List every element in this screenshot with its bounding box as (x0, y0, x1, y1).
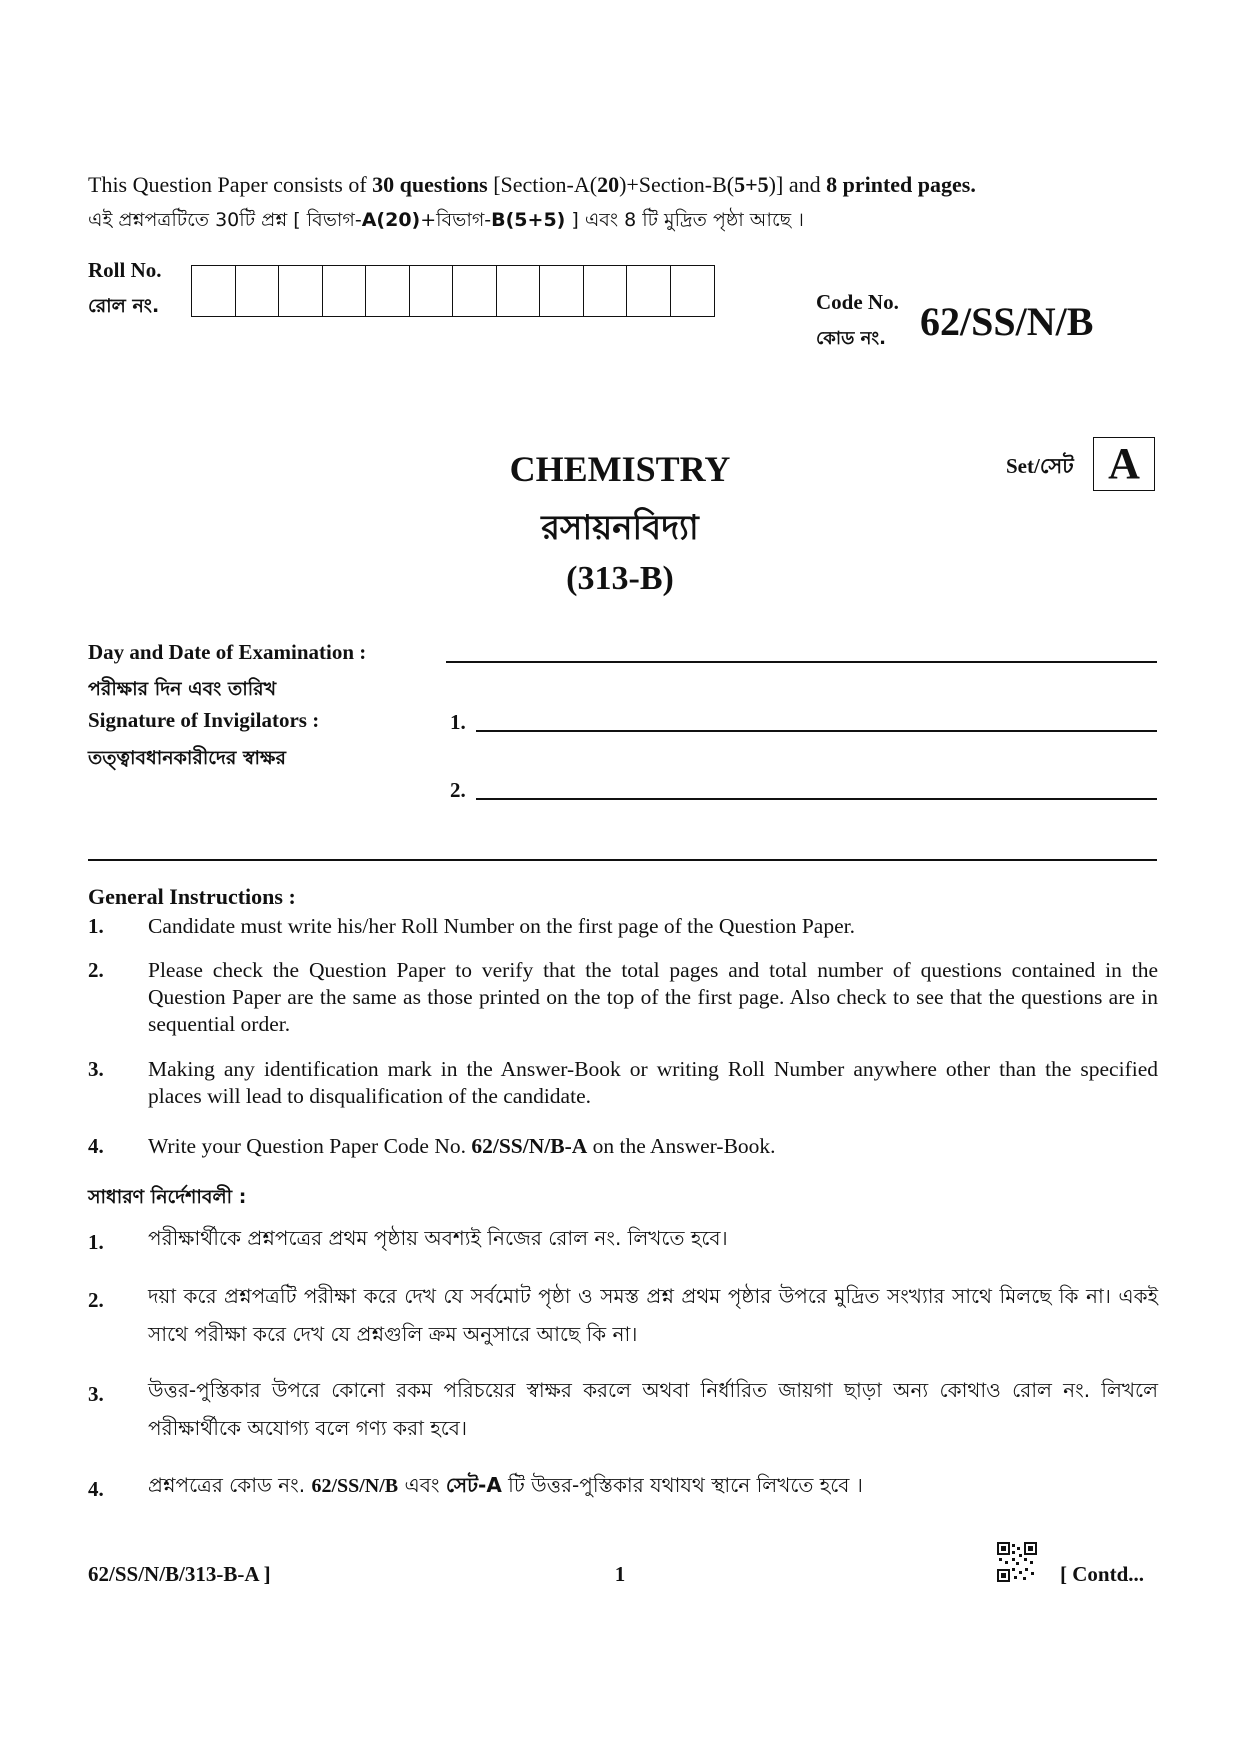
set-value-box: A (1093, 437, 1155, 491)
header-bold: 20 (597, 172, 620, 197)
instruction-number: 3. (88, 1382, 104, 1406)
instruction-number: 4. (88, 1477, 104, 1501)
header-text: [Section-A( (487, 172, 598, 197)
header-bold: A(20) (361, 209, 421, 231)
signature-2-number: 2. (450, 778, 466, 802)
continued-label: [ Contd... (1060, 1562, 1145, 1586)
header-bold: 8 printed pages. (826, 172, 976, 197)
roll-cell[interactable] (627, 266, 671, 316)
instruction-number: 3. (88, 1057, 104, 1081)
roll-cell[interactable] (192, 266, 236, 316)
roll-cell[interactable] (410, 266, 454, 316)
header-text: +বিভাগ- (420, 209, 492, 231)
header-text: ] এবং 8 টি মুদ্রিত পৃষ্ঠা আছে । (565, 209, 804, 231)
subject-title-bn: রসায়নবিদ্যা (541, 508, 699, 548)
exam-date-label-bn: পরীক্ষার দিন এবং তারিখ (88, 678, 277, 700)
exam-date-label-en: Day and Date of Examination : (88, 640, 367, 664)
header-text: এই প্রশ্নপত্রটিতে 30টি প্রশ্ন [ বিভাগ- (88, 209, 362, 231)
header-bold: 5+5 (734, 172, 769, 197)
header-bold: B(5+5) (491, 209, 566, 231)
roll-cell[interactable] (323, 266, 367, 316)
set-label: Set/সেট (1006, 454, 1074, 478)
set-code-bold: সেট-A (445, 1473, 502, 1497)
instruction-text-bn (148, 1466, 1158, 1505)
general-instructions-heading: General Instructions : (88, 884, 296, 909)
section-divider (88, 859, 1157, 861)
instruction-number: 4. (88, 1134, 104, 1158)
footer-paper-code: 62/SS/N/B/313-B-A ] (88, 1562, 271, 1586)
subject-title-en: CHEMISTRY (509, 449, 731, 489)
instruction-text-part: এবং (398, 1473, 446, 1497)
instruction-text: Candidate must write his/her Roll Number on the first page of the Question Paper. (148, 914, 855, 938)
header-line-bn (88, 206, 804, 238)
roll-cell[interactable] (584, 266, 628, 316)
instruction-text-bn: উত্তর-পুস্তিকার উপরে কোনো রকম পরিচয়ের স্বাক্ষর করলে অথবা নির্ধারিত জায়গা ছাড়া অন্য কোথাও রোল নং. লিখলে পরীক্ষার্থীকে অযোগ্য বলে গণ্য করা হবে। (148, 1378, 1158, 1440)
signature-2-field[interactable] (476, 798, 1157, 800)
qr-code-icon (997, 1542, 1037, 1582)
invigilator-label-en: Signature of Invigilators : (88, 708, 320, 732)
roll-cell[interactable] (366, 266, 410, 316)
instruction-number: 2. (88, 958, 104, 982)
header-bold: 30 questions (372, 172, 488, 197)
instruction-number: 1. (88, 1230, 104, 1254)
header-text: This Question Paper consists of (88, 172, 373, 197)
signature-1-number: 1. (450, 710, 466, 734)
paper-code-bold: 62/SS/N/B (311, 1475, 399, 1497)
code-value: 62/SS/N/B (920, 299, 1094, 344)
instruction-text (148, 1133, 1158, 1160)
roll-cell[interactable] (497, 266, 541, 316)
header-text: )+Section-B( (619, 172, 735, 197)
paper-code-bold: 62/SS/N/B-A (471, 1134, 588, 1158)
subject-code: (313-B) (566, 560, 674, 597)
instruction-text-part: প্রশ্নপত্রের কোড নং. (148, 1473, 312, 1497)
instruction-text-part: Write your Question Paper Code No. (148, 1134, 472, 1158)
roll-cell[interactable] (236, 266, 280, 316)
instruction-text-part: on the Answer-Book. (587, 1134, 776, 1158)
invigilator-label-bn: তত্ত্বাবধানকারীদের স্বাক্ষর (88, 747, 286, 769)
roll-label-bn: রোল নং. (88, 295, 160, 317)
instruction-text: Please check the Question Paper to verify that the total pages and total number of questions contained in the Question Paper are the same as those printed on the top of the first page. Also check to see that the questions are in sequential order. (148, 958, 1158, 1036)
header-line-en (88, 172, 976, 198)
header-text: )] and (768, 172, 827, 197)
signature-1-field[interactable] (476, 730, 1157, 732)
instruction-text-bn: পরীক্ষার্থীকে প্রশ্নপত্রের প্রথম পৃষ্ঠায় অবশ্যই নিজের রোল নং. লিখতে হবে। (148, 1226, 728, 1250)
roll-cell[interactable] (453, 266, 497, 316)
roll-cell[interactable] (540, 266, 584, 316)
page-number: 1 (614, 1562, 626, 1586)
exam-date-field[interactable] (446, 661, 1157, 663)
instruction-text-part: টি উত্তর-পুস্তিকার যথাযথ স্থানে লিখতে হবে । (501, 1473, 863, 1497)
instruction-text: Making any identification mark in the Answer-Book or writing Roll Number anywhere other than the specified places will lead to disqualification of the candidate. (148, 1057, 1158, 1108)
roll-label-en: Roll No. (88, 258, 162, 282)
roll-cell[interactable] (279, 266, 323, 316)
instruction-number: 1. (88, 914, 104, 938)
roll-cell[interactable] (671, 266, 715, 316)
code-label-bn: কোড নং. (816, 328, 886, 349)
roll-number-boxes[interactable] (191, 265, 715, 317)
code-label-en: Code No. (816, 290, 899, 314)
instruction-text-bn: দয়া করে প্রশ্নপত্রটি পরীক্ষা করে দেখ যে সর্বমোট পৃষ্ঠা ও সমস্ত প্রশ্ন প্রথম পৃষ্ঠার উপরে মুদ্রিত সংখ্যার সাথে মিলছে কি না। একই সাথে পরীক্ষা করে দেখ যে প্রশ্নগুলি ক্রম অনুসারে আছে কি না। (148, 1284, 1158, 1346)
instruction-number: 2. (88, 1288, 104, 1312)
bengali-instructions-heading: সাধারণ নির্দেশাবলী : (88, 1186, 247, 1208)
